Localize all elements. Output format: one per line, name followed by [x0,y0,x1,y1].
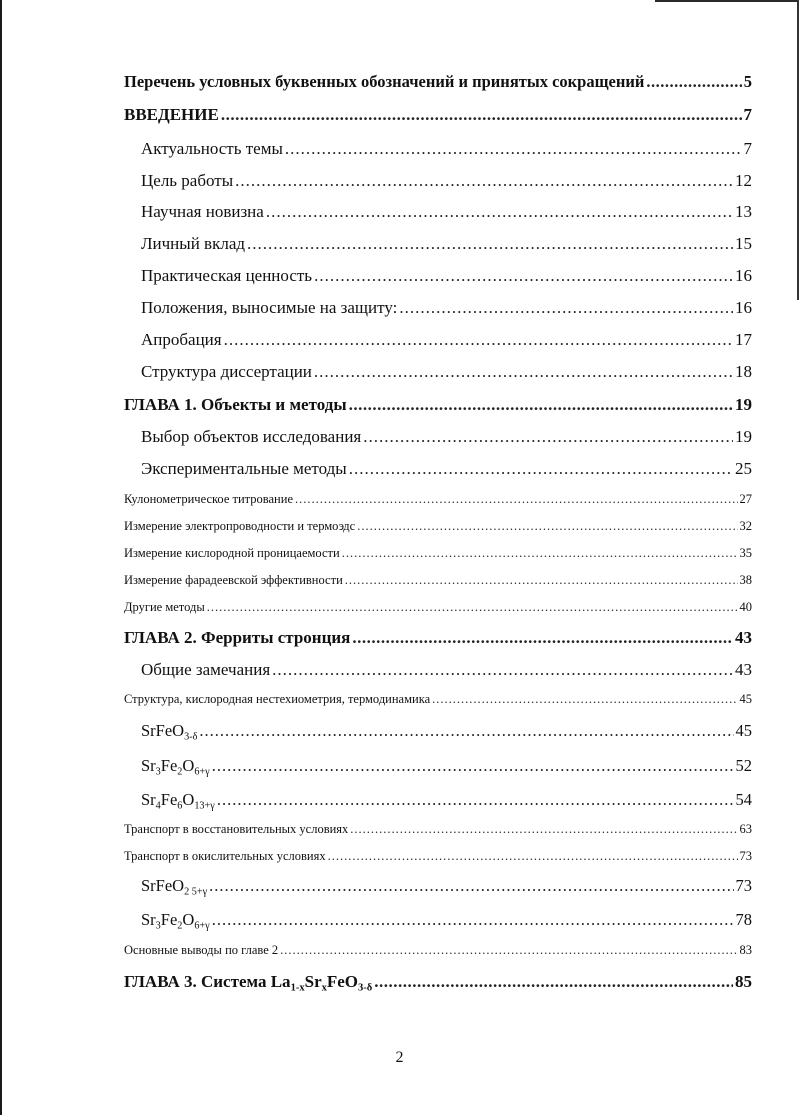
toc-entry-page: 38 [739,573,752,587]
toc-entry-defense-statements[interactable] [141,298,752,318]
toc-entry-title: Цель работы [141,171,234,190]
toc-entry-sr3fe2o6[interactable] [141,756,752,776]
toc-entry-title: Научная новизна [141,202,264,221]
toc-entry-page: 27 [739,492,752,506]
toc-entry-page: 16 [735,266,752,285]
toc-entry-title: Основные выводы по главе 2 [124,943,279,957]
toc-entry-reducing-transport[interactable] [124,822,752,837]
toc-entry-sr4fe6o13[interactable] [141,790,752,810]
toc-entry-structure-thermodynamics[interactable] [124,692,752,707]
page-number: 2 [395,1049,404,1066]
toc-entry-page: 45 [735,721,752,740]
toc-entry-title: Транспорт в восстановительных условиях [124,822,349,836]
toc-entry-chapter-3[interactable] [124,972,752,992]
toc-leader-dots [295,492,738,507]
toc-entry-general-remarks[interactable] [141,660,752,680]
toc-entry-page: 52 [735,756,752,775]
toc-entry-coulometric-titration[interactable] [124,492,752,507]
toc-leader-dots [272,660,733,680]
toc-entry-structure[interactable] [141,362,752,382]
toc-entry-title: Измерение электропроводности и термоэдс [124,519,356,533]
toc-leader-dots [357,519,737,534]
toc-leader-dots [399,298,733,318]
toc-entry-page: 7 [743,105,752,124]
toc-entry-title: Выбор объектов исследования [141,427,362,446]
toc-entry-formula: SrFeO$_{2 5+\gamma}$ [141,876,208,898]
toc-leader-dots [221,105,742,125]
toc-entry-practical-value[interactable] [141,266,752,286]
toc-entry-oxygen-permeability[interactable] [124,546,752,561]
toc-entry-title: Апробация [141,330,222,349]
toc-entry-title: Транспорт в окислительных условиях [124,849,326,863]
toc-entry-title: Перечень условных буквенных обозначений и принятых сокращений [124,72,645,91]
toc-entry-chapter-1[interactable] [124,395,752,415]
toc-entry-title: ГЛАВА 2. Ферриты стронция [124,628,351,647]
toc-entry-title: Практическая ценность [141,266,313,285]
toc-entry-page: 43 [735,660,752,679]
toc-leader-dots [363,427,733,447]
toc-entry-page: 85 [735,972,752,991]
toc-entry-contribution[interactable] [141,234,752,254]
toc-leader-dots [350,822,737,837]
toc-entry-page: 17 [735,330,752,349]
toc-entry-goal[interactable] [141,171,752,191]
toc-leader-dots [207,600,738,615]
toc-entry-title: Структура, кислородная нестехиометрия, термодинамика [124,692,431,706]
toc-entry-introduction[interactable] [124,105,752,125]
toc-entry-conductivity[interactable] [124,519,752,534]
toc-entry-formula: ГЛАВА 3. Система $La_{1-x}Sr_xFeO_{3-\delta}$ [124,972,373,994]
toc-entry-page: 12 [735,171,752,190]
toc-entry-novelty[interactable] [141,202,752,222]
toc-entry-page: 19 [735,395,752,414]
toc-entry-page: 15 [735,234,752,253]
toc-entry-page: 16 [735,298,752,317]
toc-entry-title: ВВЕДЕНИЕ [124,105,219,124]
toc-entry-title: Актуальность темы [141,139,283,158]
toc-entry-page: 40 [739,600,752,614]
toc-entry-srfeo3[interactable] [141,721,752,741]
toc-entry-page: 18 [735,362,752,381]
toc-entry-page: 78 [735,910,752,929]
toc-entry-symbols[interactable] [124,72,752,92]
toc-entry-page: 73 [735,876,752,895]
toc-entry-other-methods[interactable] [124,600,752,615]
toc-leader-dots [235,171,733,191]
toc-entry-oxidizing-transport[interactable] [124,849,752,864]
toc-entry-chapter-2[interactable] [124,628,752,648]
toc-entry-page: 7 [743,139,752,158]
toc-entry-experimental-methods[interactable] [141,459,752,479]
toc-entry-title: ГЛАВА 1. Объекты и методы [124,395,347,414]
toc-entry-page: 83 [739,943,752,957]
toc-leader-dots [266,202,733,222]
toc-entry-approbation[interactable] [141,330,752,350]
toc-entry-object-selection[interactable] [141,427,752,447]
toc-leader-dots [374,972,733,992]
toc-entry-title: Кулонометрическое титрование [124,492,293,506]
scan-left-edge [0,0,2,1115]
toc-leader-dots [280,943,737,958]
toc-entry-sr3fe2o6-oxidizing[interactable] [141,910,752,930]
toc-leader-dots [314,362,733,382]
toc-entry-faradaic-efficiency[interactable] [124,573,752,588]
toc-leader-dots [342,546,738,561]
toc-entry-formula: SrFeO$_{3-\delta}$ [141,721,198,743]
toc-leader-dots [199,721,733,741]
toc-entry-title: Личный вклад [141,234,246,253]
toc-entry-title: Положения, выносимые на защиту: [141,298,398,317]
toc-leader-dots [432,692,737,707]
toc-entry-page: 63 [739,822,752,836]
toc-entry-title: Общие замечания [141,660,271,679]
toc-entry-title: Структура диссертации [141,362,312,381]
toc-entry-formula: $Sr_3Fe_2O_{6+\gamma}$ [141,756,210,778]
toc-leader-dots [212,756,734,776]
toc-leader-dots [646,72,741,92]
toc-leader-dots [314,266,733,286]
toc-entry-formula: $Sr_4Fe_6O_{13+\gamma}$ [141,790,215,812]
toc-entry-page: 32 [739,519,752,533]
toc-entry-page: 13 [735,202,752,221]
toc-leader-dots [349,459,733,479]
toc-entry-page: 25 [735,459,752,478]
toc-entry-page: 19 [735,427,752,446]
toc-entry-page: 43 [735,628,752,647]
scan-top-edge [655,0,799,2]
toc-entry-page: 54 [735,790,752,809]
toc-entry-formula: $Sr_3Fe_2O_{6+\gamma}$ [141,910,210,932]
toc-leader-dots [328,849,738,864]
toc-entry-title: Измерение кислородной проницаемости [124,546,340,560]
toc-entry-title: Экспериментальные методы [141,459,347,478]
toc-leader-dots [217,790,734,810]
toc-entry-title: Измерение фарадеевской эффективности [124,573,343,587]
toc-leader-dots [345,573,738,588]
toc-entry-page: 45 [739,692,752,706]
toc-entry-title: Другие методы [124,600,205,614]
toc-leader-dots [349,395,733,415]
toc-leader-dots [285,139,742,159]
toc-entry-page: 73 [739,849,752,863]
toc-leader-dots [352,628,733,648]
toc-entry-page: 35 [739,546,752,560]
toc-entry-page: 5 [743,72,752,91]
toc-entry-chapter-2-conclusions[interactable] [124,943,752,958]
toc-entry-relevance[interactable] [141,139,752,159]
toc-leader-dots [209,876,733,896]
toc-entry-srfeo25[interactable] [141,876,752,896]
toc-leader-dots [212,910,734,930]
toc-leader-dots [247,234,733,254]
toc-leader-dots [224,330,733,350]
